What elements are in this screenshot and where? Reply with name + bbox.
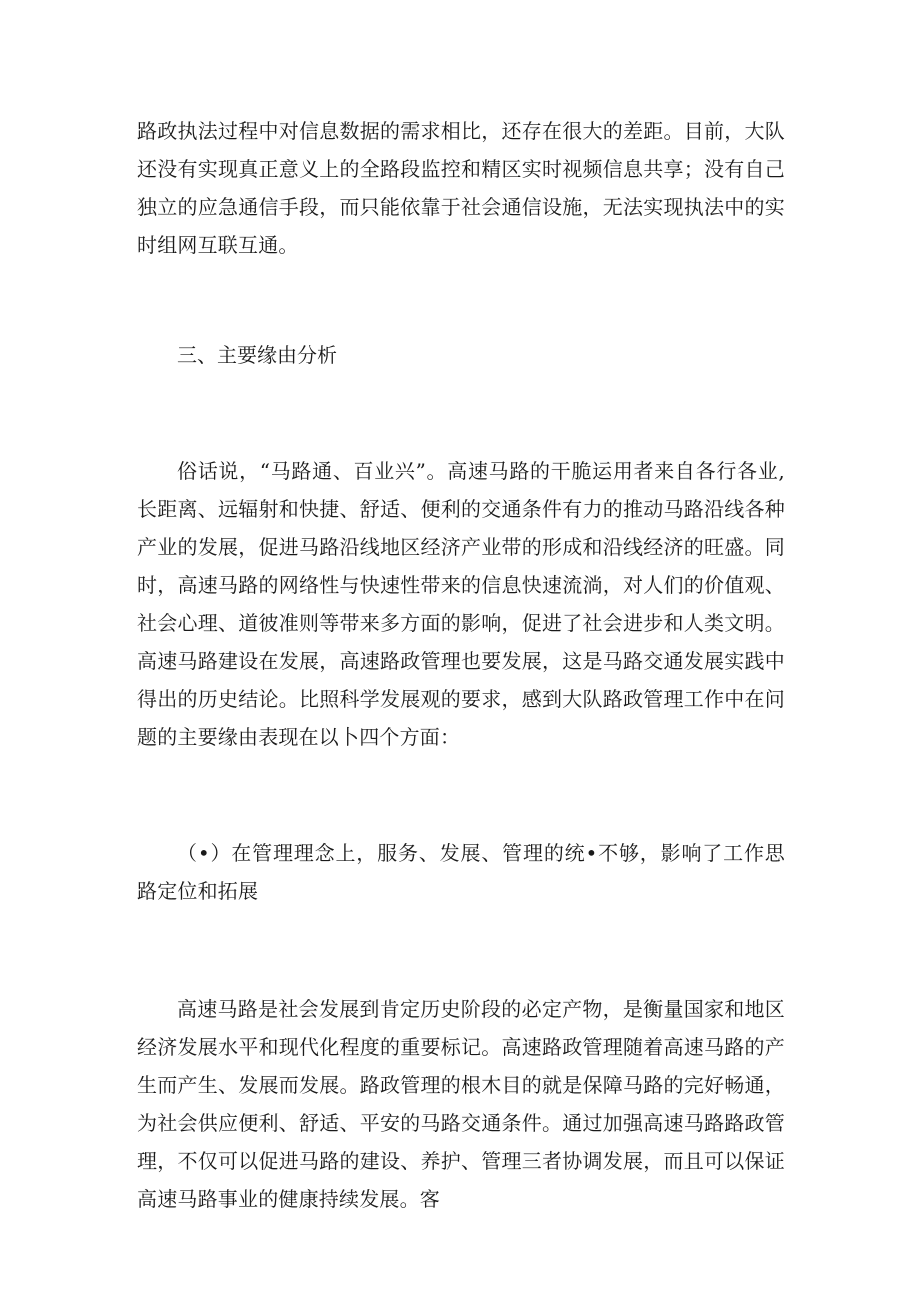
body-paragraph: 高速马路是社会发展到肯定历史阶段的必定产物，是衡量国家和地区经济发展水平和现代化程度的重要标记。高速路政管理随着高速马路的产生而产生、发展而发展。路政管理的根木目的就是保障马路的完好畅通，为社会供应便利、舒适、平安的马路交通条件。通过加强高速马路路政管理，不仅可以促进马路的建设、养护、管理三者协调发展，而且可以保证高速马路事业的健康持续发展。客 [137,997,785,1211]
paragraph-continuation: 路政执法过程中对信息数据的需求相比，还存在很大的差距。目前，大队还没有实现真正意义上的全路段监控和精区实时视频信息共享；没有自己独立的应急通信手段，而只能依靠于社会通信设施，无法实现执法中的实时组网互联互通。 [137,119,785,257]
document-page [137,112,785,1218]
body-paragraph: 俗话说，“马路通、百业兴”。高速马路的干脆运用者来自各行各业,长距离、远辐射和快捷、舒适、便利的交通条件有力的推动马路沿线各种产业的发展，促进马路沿线地区经济产业带的形成和沿线经济的旺盛。同时，高速马路的网络性与快速性带来的信息快速流淌，对人们的价值观、社会心理、道彼准则等带来多方面的影响，促进了社会进步和人类文明。高速马路建设在发展，高速路政管理也要发展，这是马路交通发展实践中得出的历史结论。比照科学发展观的要求，感到大队路政管理工作中在问题的主要缘由表现在以卜四个方面： [137,459,785,749]
section-heading: 三、主要缘由分析 [177,343,337,367]
subsection-heading: （•）在管理理念上，服务、发展、管理的统•不够，影响了工作思路定位和拓展 [137,841,785,903]
